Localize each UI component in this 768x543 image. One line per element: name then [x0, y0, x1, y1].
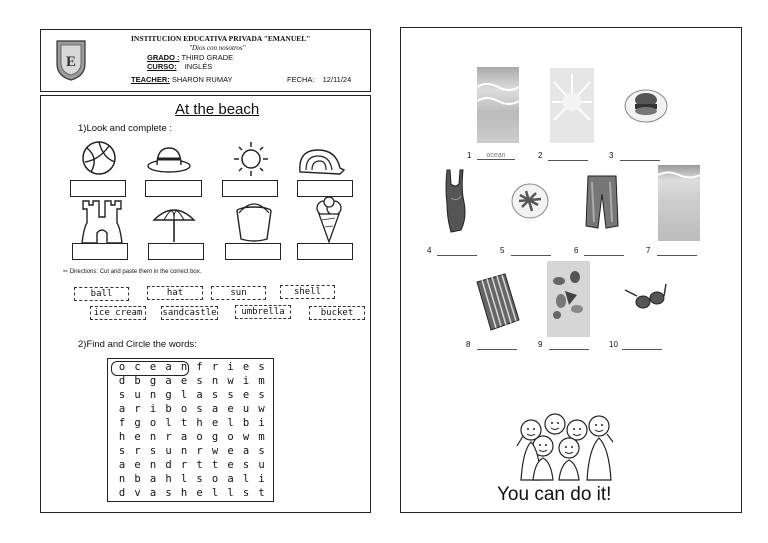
grid-letter[interactable]: i — [258, 417, 265, 429]
swimsuit-picture — [441, 168, 469, 234]
date-label: FECHA: — [287, 75, 315, 84]
grid-letter[interactable]: t — [180, 417, 188, 429]
grid-letter[interactable]: o — [196, 431, 203, 443]
grid-letter[interactable]: s — [165, 487, 172, 499]
answer-box-bucket[interactable] — [225, 243, 281, 260]
word-card-sun[interactable]: sun — [211, 286, 266, 300]
grid-letter[interactable]: a — [118, 459, 126, 471]
grid-letter[interactable]: e — [227, 403, 234, 415]
course-label: CURSO: — [147, 62, 177, 71]
grade-label: GRADO : — [147, 53, 180, 62]
grid-letter[interactable]: l — [180, 473, 188, 485]
grid-letter[interactable]: a — [242, 445, 250, 457]
grid-letter[interactable]: a — [196, 389, 203, 401]
grid-letter[interactable]: s — [149, 445, 157, 457]
grid-letter[interactable]: r — [134, 445, 141, 457]
school-name: INSTITUCION EDUCATIVA PRIVADA "EMANUEL" — [131, 34, 311, 43]
grid-letter[interactable]: e — [134, 431, 141, 443]
grid-letter[interactable]: s — [196, 403, 203, 415]
answer-3[interactable] — [620, 159, 660, 161]
grid-letter[interactable]: a — [149, 487, 157, 499]
grid-letter[interactable]: l — [211, 487, 219, 499]
answer-7[interactable] — [657, 254, 697, 256]
item-number-8: 8 — [466, 340, 471, 349]
grid-letter[interactable]: a — [165, 375, 172, 387]
grid-letter[interactable]: t — [196, 459, 203, 471]
item-number-3: 3 — [609, 151, 614, 160]
shorts-picture — [584, 172, 620, 232]
grid-letter[interactable]: d — [165, 459, 172, 471]
grid-letter[interactable]: m — [258, 375, 265, 387]
grid-letter[interactable]: o — [118, 361, 126, 373]
sand-picture — [658, 165, 700, 241]
grid-letter[interactable]: g — [165, 389, 172, 401]
grid-letter[interactable]: b — [165, 403, 172, 415]
grid-letter[interactable]: i — [242, 375, 250, 387]
grid-letter[interactable]: n — [180, 445, 188, 457]
grid-letter[interactable]: t — [258, 487, 265, 499]
directions-line — [63, 268, 201, 275]
grid-letter[interactable]: l — [227, 487, 234, 499]
grid-letter[interactable]: h — [196, 417, 203, 429]
grid-letter[interactable]: s — [118, 389, 126, 401]
grid-letter[interactable]: s — [258, 361, 265, 373]
grid-letter[interactable]: n — [180, 361, 188, 373]
grid-letter[interactable]: a — [227, 473, 234, 485]
answer-10[interactable] — [622, 348, 662, 350]
grid-letter[interactable]: s — [211, 389, 219, 401]
svg-text:E: E — [65, 54, 77, 70]
ice-cream-icon — [313, 196, 345, 244]
ball-icon — [81, 140, 117, 176]
grid-letter[interactable]: h — [118, 431, 126, 443]
grid-letter[interactable]: b — [134, 473, 141, 485]
grid-letter[interactable]: o — [180, 403, 188, 415]
answer-box-sun[interactable] — [222, 180, 278, 197]
grid-letter[interactable]: b — [242, 417, 250, 429]
grid-letter[interactable]: o — [149, 417, 157, 429]
scissors-icon: ✂ — [63, 269, 69, 275]
grid-letter[interactable]: w — [211, 445, 219, 457]
grid-letter[interactable]: l — [227, 417, 234, 429]
answer-box-shell[interactable] — [297, 180, 353, 197]
hat-icon — [146, 142, 192, 176]
grid-letter[interactable]: u — [134, 389, 141, 401]
bucket-icon — [233, 201, 275, 243]
grid-letter[interactable]: s — [196, 375, 203, 387]
grid-letter[interactable]: w — [227, 375, 234, 387]
grid-letter[interactable]: c — [134, 361, 141, 373]
item-number-5: 5 — [500, 246, 505, 255]
answer-5[interactable] — [511, 254, 551, 256]
grid-letter[interactable]: u — [165, 445, 172, 457]
worksheet-title: At the beach — [175, 101, 260, 118]
grid-letter[interactable]: n — [149, 431, 157, 443]
grid-letter[interactable]: w — [258, 403, 265, 415]
course-value: INGLÉS — [184, 62, 213, 71]
grid-letter[interactable]: s — [242, 459, 250, 471]
grid-letter[interactable]: s — [196, 473, 203, 485]
worksheet-left-page — [40, 95, 371, 513]
sun-picture — [550, 68, 594, 143]
grid-letter[interactable]: e — [211, 417, 219, 429]
grid-letter[interactable]: e — [196, 487, 203, 499]
answer-box-umbrella[interactable] — [148, 243, 204, 260]
item-number-9: 9 — [538, 340, 543, 349]
grid-letter[interactable]: r — [211, 361, 219, 373]
grid-letter[interactable]: d — [118, 375, 126, 387]
item-number-4: 4 — [427, 246, 432, 255]
grid-letter[interactable]: w — [242, 431, 250, 443]
word-card-ball[interactable]: ball — [74, 287, 129, 301]
closing-message: You can do it! — [497, 484, 612, 505]
grid-letter[interactable]: i — [258, 473, 265, 485]
item-number-7: 7 — [646, 246, 651, 255]
shells-picture — [547, 261, 590, 337]
grid-letter[interactable]: e — [180, 375, 188, 387]
teacher-value: SHARON RUMAY — [171, 75, 233, 84]
answer-1[interactable]: ocean — [477, 152, 515, 160]
answer-2[interactable] — [548, 159, 588, 161]
answer-6[interactable] — [584, 254, 624, 256]
answer-9[interactable] — [549, 348, 589, 350]
grid-letter[interactable]: s — [258, 445, 265, 457]
happy-kids-icon — [509, 406, 621, 482]
grid-letter[interactable]: r — [134, 403, 141, 415]
burger-picture — [623, 84, 669, 124]
sun-icon — [232, 140, 270, 178]
grid-letter[interactable]: l — [180, 389, 188, 401]
grid-letter[interactable]: s — [242, 487, 250, 499]
answer-box-ball[interactable] — [70, 180, 126, 197]
grid-letter[interactable]: e — [227, 459, 234, 471]
grid-letter[interactable]: r — [180, 459, 188, 471]
grid-letter[interactable]: a — [180, 431, 188, 443]
food-plate-picture — [510, 179, 550, 221]
word-card-ice-cream[interactable]: ice cream — [90, 306, 146, 320]
item-number-1: 1 — [467, 151, 472, 160]
grid-letter[interactable]: u — [242, 403, 250, 415]
item-number-10: 10 — [609, 340, 618, 349]
grid-letter[interactable]: f — [118, 417, 126, 429]
item-number-2: 2 — [538, 151, 543, 160]
grid-letter[interactable]: n — [211, 375, 219, 387]
grid-letter[interactable]: i — [149, 403, 157, 415]
grid-letter[interactable]: n — [149, 459, 157, 471]
grid-letter[interactable]: s — [118, 445, 126, 457]
date-value: 12/11/24 — [322, 75, 352, 84]
grid-letter[interactable]: g — [149, 375, 157, 387]
answer-box-hat[interactable] — [145, 180, 202, 197]
grid-letter[interactable]: g — [134, 417, 141, 429]
grid-letter[interactable]: l — [242, 473, 250, 485]
grid-letter[interactable]: o — [227, 431, 234, 443]
sunglasses-picture — [623, 280, 667, 318]
word-card-sandcastle[interactable]: sandcastle — [162, 308, 217, 318]
word-card-bucket[interactable]: bucket — [309, 306, 365, 320]
grid-letter[interactable]: h — [180, 487, 188, 499]
question-1: 1)Look and complete : — [78, 123, 173, 134]
grid-letter[interactable]: e — [134, 459, 141, 471]
grid-letter[interactable]: e — [242, 389, 250, 401]
answer-8[interactable] — [477, 348, 517, 350]
grid-letter[interactable]: s — [258, 389, 265, 401]
shell-icon — [296, 146, 346, 176]
school-header — [40, 29, 371, 92]
directions-text: Directions: Cut and paste them in the correct box. — [69, 269, 202, 275]
question-2: 2)Find and Circle the words: — [78, 339, 197, 350]
grid-letter[interactable]: m — [258, 431, 265, 443]
grade-value: THIRD GRADE — [181, 53, 234, 62]
towel-picture — [475, 272, 521, 332]
grid-letter[interactable]: f — [196, 361, 203, 373]
grid-letter[interactable]: b — [134, 375, 141, 387]
word-card-hat[interactable]: hat — [147, 286, 203, 300]
grid-letter[interactable]: d — [118, 487, 126, 499]
teacher-label: TEACHER: — [131, 75, 170, 84]
grid-letter[interactable]: u — [258, 459, 265, 471]
grid-letter[interactable]: a — [118, 403, 126, 415]
grid-letter[interactable]: a — [211, 403, 219, 415]
item-number-6: 6 — [574, 246, 579, 255]
ocean-picture — [477, 67, 519, 143]
answer-box-ice-cream[interactable] — [297, 243, 353, 260]
grid-letter[interactable]: a — [149, 473, 157, 485]
grid-letter[interactable]: t — [211, 459, 219, 471]
grid-letter[interactable]: s — [227, 389, 234, 401]
sandcastle-icon — [79, 197, 125, 245]
grid-letter[interactable]: o — [211, 473, 219, 485]
grid-letter[interactable]: g — [211, 431, 219, 443]
grid-letter[interactable]: e — [227, 445, 234, 457]
grid-letter[interactable]: i — [227, 361, 234, 373]
grid-letter[interactable]: n — [118, 473, 126, 485]
grid-letter[interactable]: r — [196, 445, 203, 457]
grid-letter[interactable]: h — [165, 473, 172, 485]
answer-box-sandcastle[interactable] — [72, 243, 128, 260]
umbrella-icon — [151, 204, 197, 244]
word-card-shell[interactable]: shell — [280, 285, 335, 299]
word-card-umbrella[interactable]: umbrella — [235, 305, 291, 319]
grid-letter[interactable]: e — [242, 361, 250, 373]
school-crest-icon — [54, 38, 88, 82]
word-search-grid — [107, 358, 274, 502]
grid-letter[interactable]: r — [165, 431, 172, 443]
grid-letter[interactable]: v — [134, 487, 141, 499]
worksheet-right-page — [400, 27, 742, 513]
answer-4[interactable] — [437, 254, 477, 256]
grid-letter[interactable]: n — [149, 389, 157, 401]
grid-letter[interactable]: l — [165, 417, 172, 429]
school-motto: "Dios con nosotros" — [189, 44, 246, 52]
grid-letter[interactable]: e — [149, 361, 157, 373]
grid-letter[interactable]: a — [165, 361, 172, 373]
